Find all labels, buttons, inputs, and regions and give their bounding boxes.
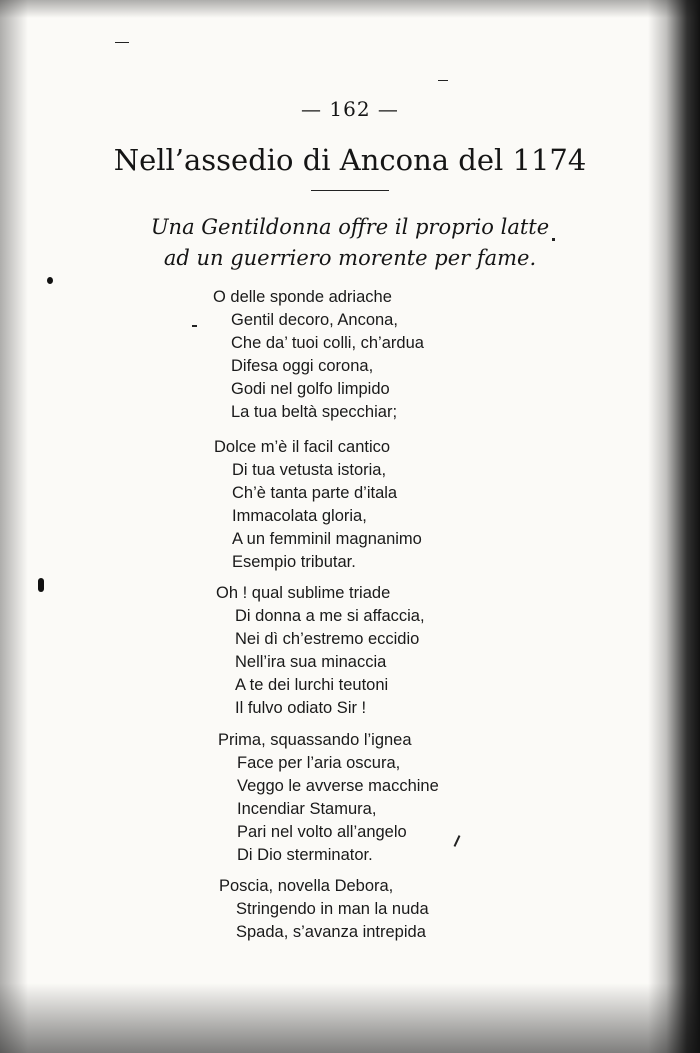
verse-line: Prima, squassando l’ignea [218,731,412,749]
verse-line: Ch’è tanta parte d’itala [232,484,398,502]
verse-line: A un femminil magnanimo [232,530,422,548]
ink-spot [47,277,53,284]
verse-line: Pari nel volto all’angelo [237,823,407,841]
ink-spot [38,578,44,592]
verse-line: Face per l’aria oscura, [237,754,401,772]
verse-line: Di tua vetusta istoria, [232,461,387,479]
subtitle-line-1: Una Gentildonna offre il proprio latte [150,215,550,239]
verse-line: Il fulvo odiato Sir ! [235,699,367,717]
page-title: Nell’assedio di Ancona del 1174 [113,143,587,177]
verse-line: Che da’ tuoi colli, ch’ardua [231,334,424,352]
ink-speck [454,835,461,847]
verse-line: Godi nel golfo limpido [231,380,390,398]
verse-line: Spada, s’avanza intrepida [236,923,426,941]
verse-line: Oh ! qual sublime triade [216,584,391,602]
verse-line: Poscia, novella Debora, [219,877,394,895]
ink-speck [192,325,197,327]
verse-line: Nell’ira sua minaccia [235,653,387,671]
subtitle-line-2: ad un guerriero morente per fame. [163,246,537,270]
verse-line: Stringendo in man la nuda [236,900,429,918]
verse-line: Incendiar Stamura, [237,800,377,818]
verse-line: Dolce m’è il facil cantico [214,438,391,456]
page-shadow-top [0,0,700,18]
verse-line: Nei dì ch’estremo eccidio [235,630,420,648]
ink-speck [115,42,129,43]
verse-line: Di Dio sterminator. [237,846,373,864]
title-divider [311,190,389,191]
verse-line: La tua beltà specchiar; [231,403,398,421]
verse-line: Di donna a me si affaccia, [235,607,425,625]
verse-line: A te dei lurchi teutoni [235,676,389,694]
page-shadow-bottom [0,983,700,1053]
ink-speck [438,80,448,81]
verse-line: O delle sponde adriache [213,288,392,306]
verse-line: Gentil decoro, Ancona, [231,311,398,329]
verse-line: Immacolata gloria, [232,507,367,525]
verse-line: Difesa oggi corona, [231,357,374,375]
verse-line: Esempio tributar. [232,553,356,571]
page-number: — 162 — [301,97,399,121]
verse-line: Veggo le avverse macchine [237,777,439,795]
